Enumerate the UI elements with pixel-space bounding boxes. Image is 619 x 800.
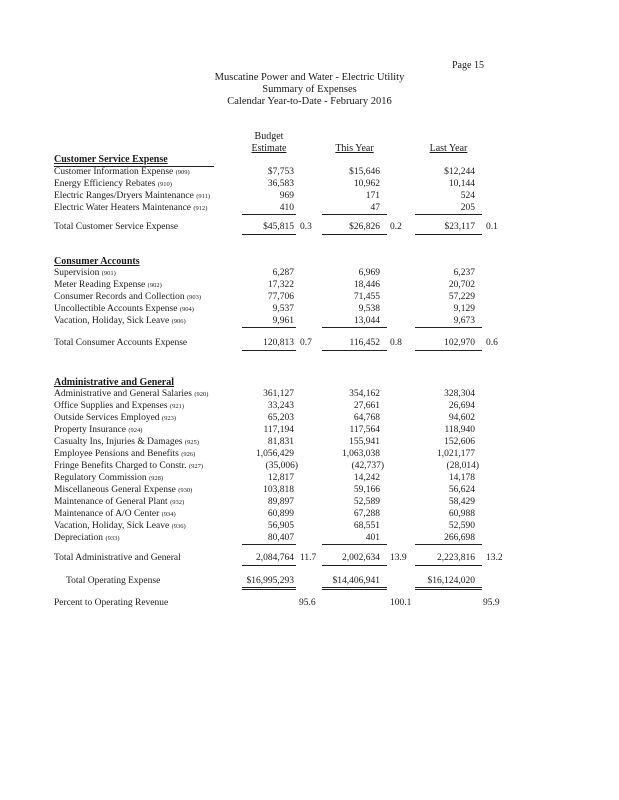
total-rule xyxy=(242,565,296,566)
this-year-value: 59,166 xyxy=(353,485,380,495)
budget-value: 81,831 xyxy=(267,437,294,447)
section-title-customer-service: Customer Service Expense xyxy=(54,154,168,165)
budget-value: 65,203 xyxy=(267,413,294,423)
this-year-total: 116,452 xyxy=(349,338,380,348)
last-year-value: 1,021,177 xyxy=(437,449,475,459)
this-year-value: 354,162 xyxy=(349,389,380,399)
last-year-total: $23,117 xyxy=(444,222,475,232)
budget-value: 56,905 xyxy=(267,521,294,531)
this-year-value: 117,564 xyxy=(349,425,380,435)
this-year-value: 1,063,038 xyxy=(342,449,380,459)
this-year-value: 52,589 xyxy=(353,497,380,507)
last-year-value: 118,940 xyxy=(444,425,475,435)
last-year-value: 266,698 xyxy=(444,533,475,543)
last-year-pct: 13.2 xyxy=(486,553,503,563)
budget-value: 969 xyxy=(279,191,294,201)
operating-last-year: $16,124,020 xyxy=(427,576,475,586)
last-year-value: 6,237 xyxy=(453,268,475,278)
this-year-value: 155,941 xyxy=(349,437,380,447)
last-year-value: 57,229 xyxy=(448,292,475,302)
budget-value: 9,961 xyxy=(272,316,294,326)
subtotal-rule xyxy=(322,214,387,215)
budget-value: 117,194 xyxy=(263,425,294,435)
total-rule xyxy=(415,565,482,566)
this-year-value: 71,455 xyxy=(353,292,380,302)
last-year-value: 524 xyxy=(460,191,475,201)
budget-header-line1: Budget xyxy=(254,131,284,142)
row-label: Casualty Ins, Injuries & Damages (925) xyxy=(54,437,199,447)
last-year-value: 9,129 xyxy=(453,304,475,314)
last-year-value: 205 xyxy=(460,203,475,213)
budget-value: 9,537 xyxy=(272,304,294,314)
last-year-value: 14,178 xyxy=(448,473,475,483)
subtotal-rule xyxy=(415,327,482,328)
row-label: Property Insurance (924) xyxy=(54,425,143,435)
row-label: Office Supplies and Expenses (921) xyxy=(54,401,185,411)
budget-value: (35,006) xyxy=(265,461,298,471)
column-header-budget xyxy=(242,131,296,155)
row-label: Meter Reading Expense (902) xyxy=(54,280,162,290)
this-year-value: 6,969 xyxy=(358,268,380,278)
row-label: Administrative and General Salaries (920) xyxy=(54,389,209,399)
this-year-value: 27,661 xyxy=(353,401,380,411)
total-label: Total Consumer Accounts Expense xyxy=(54,338,188,348)
row-label: Outside Services Employed (923) xyxy=(54,413,177,423)
last-year-pct: 0.1 xyxy=(486,222,498,232)
percent-revenue-this-year: 100.1 xyxy=(390,598,412,608)
last-year-value: $12,244 xyxy=(444,167,475,177)
this-year-total: $26,826 xyxy=(349,222,380,232)
last-year-value: 60,988 xyxy=(448,509,475,519)
this-year-value: 13,044 xyxy=(353,316,380,326)
last-year-value: 152,606 xyxy=(444,437,475,447)
last-year-total: 102,970 xyxy=(444,338,475,348)
subtotal-rule xyxy=(415,214,482,215)
row-label: Employee Pensions and Benefits (926) xyxy=(54,449,196,459)
budget-total: 2,084,764 xyxy=(256,553,294,563)
budget-value: 36,583 xyxy=(267,179,294,189)
budget-header-line2: Estimate xyxy=(251,143,287,154)
row-label: Supervision (901) xyxy=(54,268,116,278)
percent-revenue-last-year: 95.9 xyxy=(483,598,500,608)
last-year-value: 26,694 xyxy=(448,401,475,411)
total-rule xyxy=(415,350,482,351)
this-year-value: 14,242 xyxy=(353,473,380,483)
this-year-value: 47 xyxy=(370,203,380,213)
subtotal-rule xyxy=(242,327,296,328)
total-label: Total Administrative and General xyxy=(54,553,181,563)
last-year-value: (28,014) xyxy=(446,461,479,471)
row-label: Fringe Benefits Charged to Constr. (927) xyxy=(54,461,204,471)
double-rule xyxy=(242,587,296,590)
row-label: Energy Efficiency Rebates (910) xyxy=(54,179,172,189)
budget-value: 6,287 xyxy=(272,268,294,278)
this-year-pct: 13.9 xyxy=(390,553,407,563)
budget-value: $7,753 xyxy=(267,167,294,177)
total-rule xyxy=(322,350,387,351)
total-rule xyxy=(242,350,296,351)
budget-value: 33,243 xyxy=(267,401,294,411)
section-title-consumer-accounts: Consumer Accounts xyxy=(54,256,140,267)
row-label: Consumer Records and Collection (903) xyxy=(54,292,202,302)
row-label: Vacation, Holiday, Sick Leave (906) xyxy=(54,316,186,326)
section-title-admin-general: Administrative and General xyxy=(54,377,174,388)
report-period: Calendar Year-to-Date - February 2016 xyxy=(227,96,392,107)
this-year-value: (42,737) xyxy=(351,461,384,471)
budget-pct: 11.7 xyxy=(300,553,317,563)
budget-total: 120,813 xyxy=(263,338,294,348)
this-year-value: 64,768 xyxy=(353,413,380,423)
this-year-pct: 0.2 xyxy=(390,222,402,232)
report-title: Muscatine Power and Water - Electric Utility xyxy=(214,72,405,83)
this-year-value: 10,962 xyxy=(353,179,380,189)
operating-this-year: $14,406,941 xyxy=(332,576,380,586)
row-label: Customer Information Expense (909) xyxy=(54,167,190,177)
this-year-value: 171 xyxy=(365,191,380,201)
budget-value: 12,817 xyxy=(267,473,294,483)
this-year-value: 18,446 xyxy=(353,280,380,290)
budget-value: 1,056,429 xyxy=(256,449,294,459)
budget-value: 103,818 xyxy=(263,485,294,495)
total-rule xyxy=(322,234,387,235)
percent-revenue-budget: 95.6 xyxy=(299,598,316,608)
last-year-value: 94,602 xyxy=(448,413,475,423)
budget-value: 77,706 xyxy=(267,292,294,302)
this-year-value: 67,288 xyxy=(353,509,380,519)
subtotal-rule xyxy=(322,327,387,328)
operating-budget: $16,995,293 xyxy=(246,576,294,586)
total-rule xyxy=(415,234,482,235)
column-header-this-year: This Year xyxy=(335,143,374,154)
page-number: Page 15 xyxy=(452,60,484,71)
total-rule xyxy=(322,565,387,566)
row-label: Depreciation (933) xyxy=(54,533,120,543)
subtotal-rule xyxy=(415,544,482,545)
row-label: Electric Water Heaters Maintenance (912) xyxy=(54,203,208,213)
budget-pct: 0.3 xyxy=(300,222,312,232)
this-year-value: 9,538 xyxy=(358,304,380,314)
this-year-value: 68,551 xyxy=(353,521,380,531)
this-year-pct: 0.8 xyxy=(390,338,402,348)
budget-value: 80,407 xyxy=(267,533,294,543)
budget-value: 410 xyxy=(279,203,294,213)
subtotal-rule xyxy=(322,544,387,545)
subtotal-rule xyxy=(242,214,296,215)
percent-revenue-label: Percent to Operating Revenue xyxy=(54,598,169,608)
budget-value: 89,897 xyxy=(267,497,294,507)
last-year-value: 58,429 xyxy=(448,497,475,507)
budget-total: $45,815 xyxy=(263,222,294,232)
this-year-total: 2,002,634 xyxy=(342,553,380,563)
column-header-last-year: Last Year xyxy=(429,143,468,154)
budget-pct: 0.7 xyxy=(300,338,312,348)
last-year-value: 328,304 xyxy=(444,389,475,399)
operating-total-label: Total Operating Expense xyxy=(66,576,161,586)
last-year-value: 20,702 xyxy=(448,280,475,290)
budget-value: 60,899 xyxy=(267,509,294,519)
this-year-value: $15,646 xyxy=(349,167,380,177)
double-rule xyxy=(415,587,482,590)
budget-value: 17,322 xyxy=(267,280,294,290)
this-year-value: 401 xyxy=(365,533,380,543)
row-label: Vacation, Holiday, Sick Leave (936) xyxy=(54,521,186,531)
last-year-total: 2,223,816 xyxy=(437,553,475,563)
total-label: Total Customer Service Expense xyxy=(54,222,179,232)
last-year-value: 52,590 xyxy=(448,521,475,531)
budget-value: 361,127 xyxy=(263,389,294,399)
double-rule xyxy=(322,587,387,590)
row-label: Maintenance of A/O Center (934) xyxy=(54,509,176,519)
row-label: Electric Ranges/Dryers Maintenance (911) xyxy=(54,191,211,201)
row-label: Miscellaneous General Expense (930) xyxy=(54,485,193,495)
last-year-pct: 0.6 xyxy=(486,338,498,348)
total-rule xyxy=(242,234,296,235)
last-year-value: 10,144 xyxy=(448,179,475,189)
row-label: Uncollectible Accounts Expense (904) xyxy=(54,304,194,314)
last-year-value: 56,624 xyxy=(448,485,475,495)
report-subtitle: Summary of Expenses xyxy=(262,84,357,95)
row-label: Regulatory Commission (928) xyxy=(54,473,164,483)
last-year-value: 9,673 xyxy=(453,316,475,326)
row-label: Maintenance of General Plant (932) xyxy=(54,497,185,507)
subtotal-rule xyxy=(242,544,296,545)
